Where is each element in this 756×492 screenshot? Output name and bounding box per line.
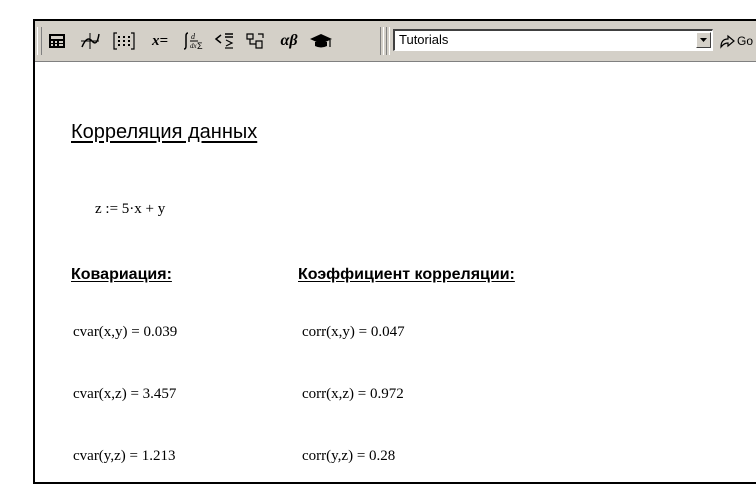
toolbar-grip[interactable]	[37, 27, 42, 55]
worksheet-title: Корреляция данных	[71, 121, 258, 143]
calculus-icon[interactable]	[181, 29, 205, 53]
resources-select[interactable]	[393, 29, 713, 51]
go-arrow-icon	[718, 33, 736, 49]
covariance-yz[interactable]: cvar(y,z) = 1.213	[73, 448, 176, 464]
covariance-xz[interactable]: cvar(x,z) = 3.457	[73, 386, 177, 402]
evaluation-icon[interactable]: x=	[151, 32, 169, 49]
toolbar-separator	[380, 27, 384, 55]
symbolic-icon[interactable]	[308, 29, 334, 53]
svg-text:Σ: Σ	[197, 41, 203, 51]
greek-icon[interactable]: αβ	[280, 32, 298, 49]
matrix-icon[interactable]	[111, 29, 137, 53]
worksheet[interactable]	[35, 62, 756, 484]
correlation-xy[interactable]: corr(x,y) = 0.047	[302, 324, 405, 340]
correlation-xz[interactable]: corr(x,z) = 0.972	[302, 386, 404, 402]
covariance-xy[interactable]: cvar(x,y) = 0.039	[73, 324, 178, 340]
dropdown-arrow-button[interactable]	[696, 32, 711, 48]
chevron-down-icon	[697, 33, 710, 47]
svg-text:d: d	[191, 32, 195, 41]
boolean-icon[interactable]	[212, 29, 236, 53]
go-button[interactable]	[718, 31, 753, 51]
go-label: Go	[737, 34, 754, 48]
graph-icon[interactable]	[78, 29, 102, 53]
programming-icon[interactable]	[243, 29, 267, 53]
covariance-heading: Ковариация:	[71, 266, 172, 283]
svg-text:dx: dx	[190, 42, 197, 50]
resources-select-value: Tutorials	[399, 32, 449, 47]
math-toolbar	[35, 21, 756, 62]
correlation-heading: Коэффициент корреляции:	[298, 266, 515, 283]
correlation-yz[interactable]: corr(y,z) = 0.28	[302, 448, 396, 464]
toolbar-separator	[386, 27, 390, 55]
calculator-icon[interactable]	[47, 29, 67, 53]
definition-z[interactable]: z := 5·x + y	[95, 201, 166, 217]
mathcad-window	[33, 19, 756, 484]
